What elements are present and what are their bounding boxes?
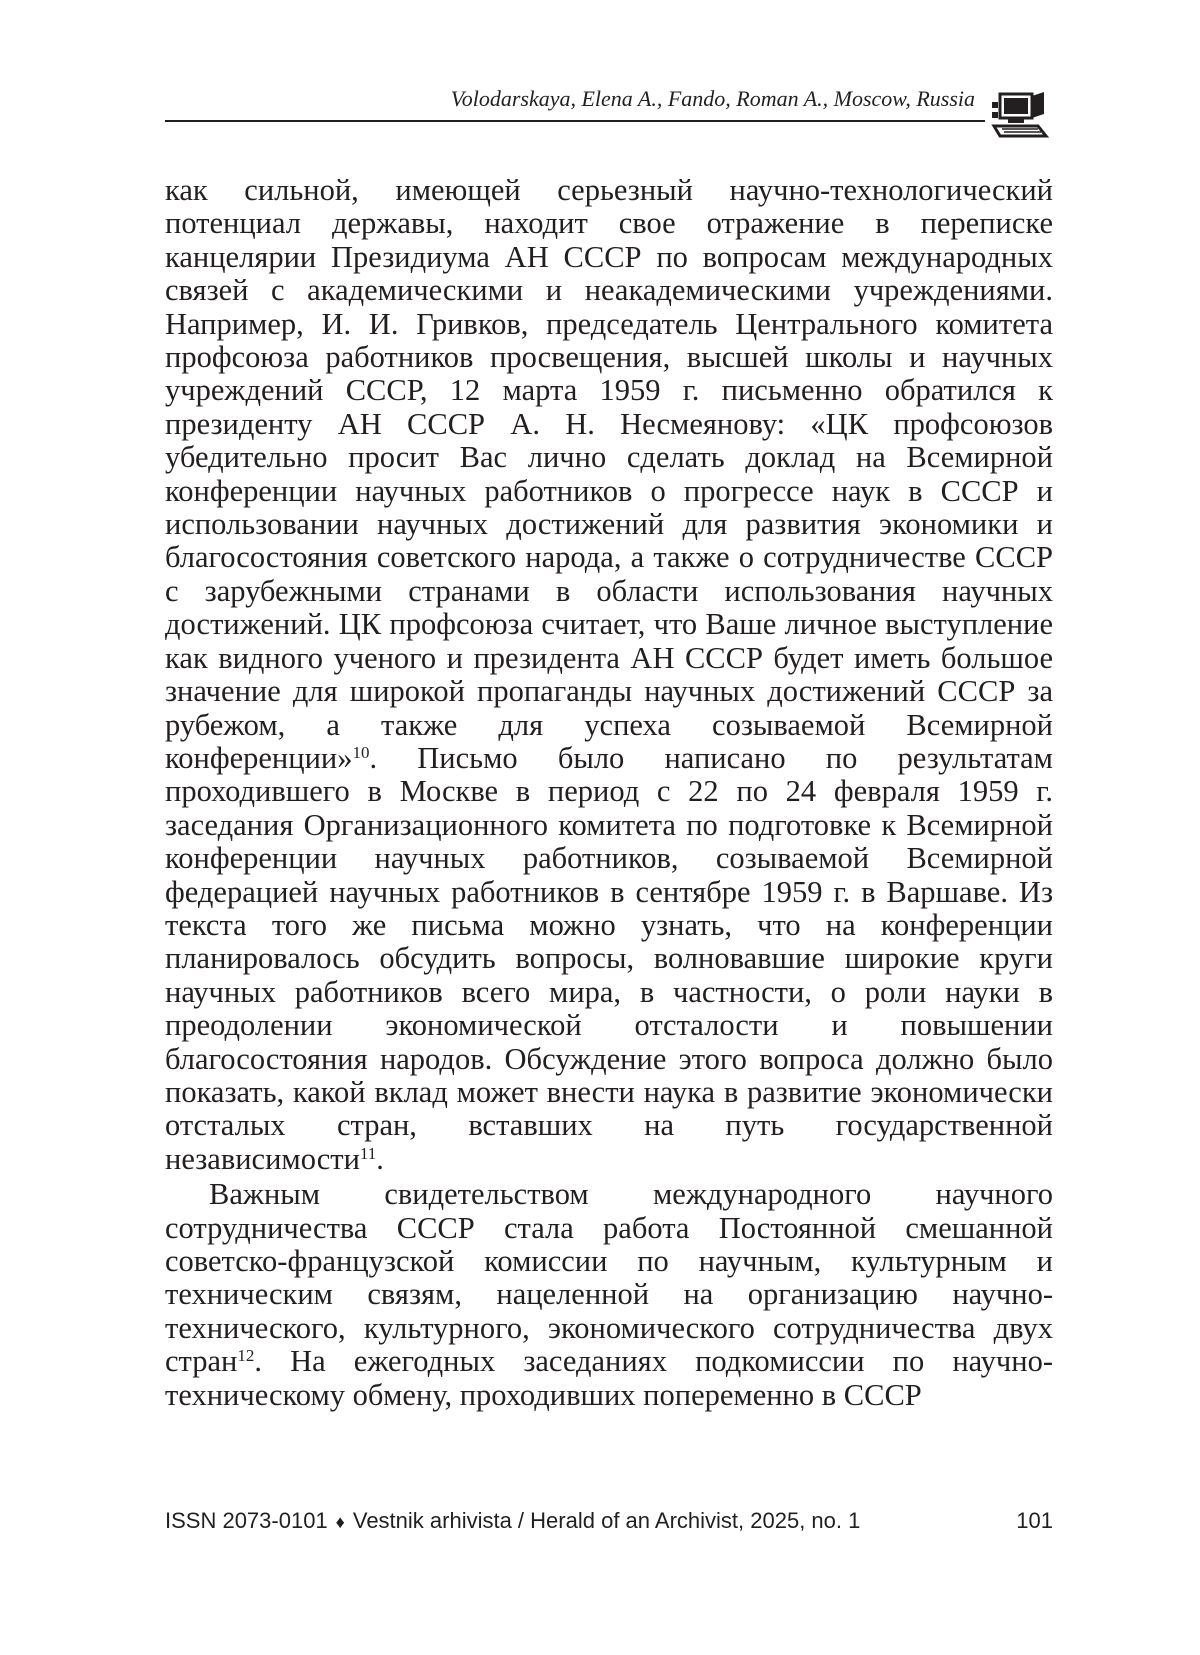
article-body: [165, 174, 1053, 1412]
paragraph-2-text-cont: . На ежегодных заседаниях подкомиссии по научно-техническому обмену, проходивших попеременно в СССР: [165, 1344, 1053, 1412]
running-head: [165, 82, 985, 122]
paragraph-2-text: Важным свидетельством международного научного сотрудничества СССР стала работа Постоянной смешанной советско-французской комиссии по научным, культурным и техническим связям, нацеленной на организацию научно-технического, культурного, экономического сотрудничества двух стран: [165, 1177, 1053, 1379]
footer-journal: [165, 1508, 860, 1534]
footnote-ref-10[interactable]: 10: [352, 742, 370, 762]
footnote-ref-12[interactable]: 12: [237, 1346, 255, 1366]
paragraph-1-text: как сильной, имеющей серьезный научно-технологический потенциал державы, находит свое отражение в переписке канцелярии Президиума АН СССР по вопросам международных связей с академическими и неакадемическими учреждениями. Например, И. И. Гривков, председатель Центрального комитета профсоюза работников просвещения, высшей школы и научных учреждений СССР, 12 марта 1959 г. письменно обратился к президенту АН СССР А. Н. Несмеянову: «ЦК профсоюзов убедительно просит Вас лично сделать доклад на Всемирной конференции научных работников о прогрессе наук в СССР и использовании научных достижений для развития экономики и благосостояния советского народа, а также о сотрудничестве СССР с зарубежными странами в области использования научных достижений. ЦК профсоюза считает, что Ваше личное выступление как видного ученого и президента АН СССР будет иметь большое значение для широкой пропаганды научных достижений СССР за рубежом, а также для успеха созываемой Всемирной конференции»: [165, 173, 1053, 775]
running-head-authors: Volodarskaya, Elena A., Fando, Roman A., Moscow, Russia: [450, 86, 975, 111]
paragraph-1-end: .: [376, 1141, 384, 1176]
paragraph-2: [165, 1178, 1053, 1412]
paragraph-1: [165, 174, 1053, 1176]
page-footer: [165, 1508, 1053, 1538]
paragraph-1-text-cont: . Письмо было написано по результатам проходившего в Москве в период с 22 по 24 февраля 1959 г. заседания Организационного комитета по подготовке к Всемирной конференции научных работников, созываемой Всемирной федерацией научных работников в сентябре 1959 г. в Варшаве. Из текста того же письма можно узнать, что на конференции планировалось обсудить вопросы, волновавшие широкие круги научных работников всего мира, в частности, о роли науки в преодолении экономической отсталости и повышении благосостояния народов. Обсуждение этого вопроса должно было показать, какой вклад может внести наука в развитие экономически отсталых стран, вставших на путь государственной независимости: [165, 740, 1053, 1176]
footnote-ref-11[interactable]: 11: [359, 1143, 377, 1163]
diamond-separator-icon: ♦: [335, 1512, 345, 1532]
page-number: 101: [1016, 1508, 1053, 1533]
computer-archive-icon: [990, 88, 1050, 144]
footer-journal-title: Vestnik arhivista / Herald of an Archivist, 2025, no. 1: [352, 1508, 861, 1533]
footer-issn: ISSN 2073-0101: [165, 1508, 328, 1533]
